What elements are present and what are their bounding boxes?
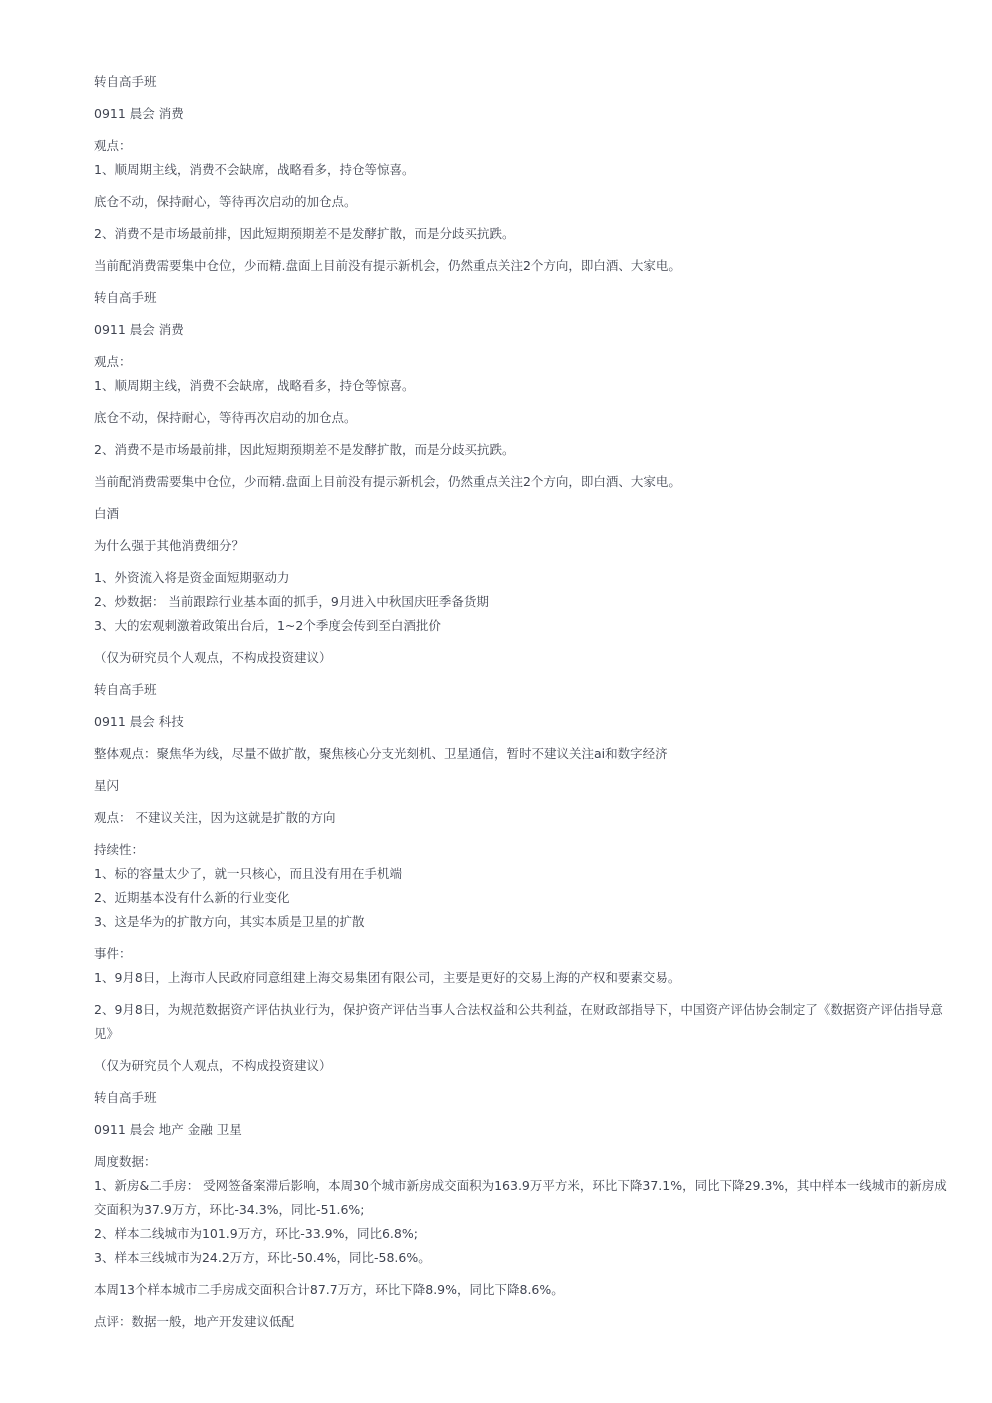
paragraph: 持续性： bbox=[94, 842, 145, 857]
paragraph: 3、样本三线城市为24.2万方，环比-50.4%，同比-58.6%。 bbox=[94, 1250, 431, 1265]
paragraph: （仅为研究员个人观点，不构成投资建议） bbox=[94, 650, 332, 665]
paragraph: 2、消费不是市场最前排，因此短期预期差不是发酵扩散，而是分歧买抗跌。 bbox=[94, 442, 515, 457]
paragraph: 2、近期基本没有什么新的行业变化 bbox=[94, 890, 290, 905]
paragraph: 3、大的宏观刺激着政策出台后，1~2个季度会传到至白酒批价 bbox=[94, 618, 441, 633]
paragraph: 0911 晨会 科技 bbox=[94, 714, 184, 729]
paragraph: 2、消费不是市场最前排，因此短期预期差不是发酵扩散，而是分歧买抗跌。 bbox=[94, 226, 515, 241]
paragraph: 当前配消费需要集中仓位，少而精.盘面上目前没有提示新机会，仍然重点关注2个方向，即白酒、大家电。 bbox=[94, 474, 681, 489]
paragraph: 点评：数据一般，地产开发建议低配 bbox=[94, 1314, 295, 1329]
paragraph: 1、顺周期主线，消费不会缺席，战略看多，持仓等惊喜。 bbox=[94, 162, 415, 177]
paragraph: 转自高手班 bbox=[94, 290, 157, 305]
paragraph: 底仓不动，保持耐心，等待再次启动的加仓点。 bbox=[94, 410, 357, 425]
paragraph: 1、外资流入将是资金面短期驱动力 bbox=[94, 570, 290, 585]
paragraph: 周度数据： bbox=[94, 1154, 157, 1169]
paragraph: 2、9月8日，为规范数据资产评估执业行为，保护资产评估当事人合法权益和公共利益，在财政部指导下，中国资产评估协会制定了《数据资产评估指导意见》 bbox=[94, 1002, 943, 1041]
paragraph: 观点： bbox=[94, 354, 132, 369]
paragraph: （仅为研究员个人观点，不构成投资建议） bbox=[94, 1058, 332, 1073]
paragraph: 0911 晨会 消费 bbox=[94, 106, 184, 121]
paragraph: 1、新房&二手房： 受网签备案滞后影响，本周30个城市新房成交面积为163.9万平方米，环比下降37.1%，同比下降29.3%，其中样本一线城市的新房成交面积为37.9万方，环比-34.3%，同比-51.6%; bbox=[94, 1178, 947, 1217]
paragraph: 本周13个样本城市二手房成交面积合计87.7万方，环比下降8.9%，同比下降8.6%。 bbox=[94, 1282, 564, 1297]
paragraph: 3、这是华为的扩散方向，其实本质是卫星的扩散 bbox=[94, 914, 365, 929]
paragraph: 星闪 bbox=[94, 778, 120, 793]
paragraph: 转自高手班 bbox=[94, 1090, 157, 1105]
paragraph: 当前配消费需要集中仓位，少而精.盘面上目前没有提示新机会，仍然重点关注2个方向，即白酒、大家电。 bbox=[94, 258, 681, 273]
paragraph: 1、顺周期主线，消费不会缺席，战略看多，持仓等惊喜。 bbox=[94, 378, 415, 393]
paragraph: 整体观点：聚焦华为线，尽量不做扩散，聚焦核心分支光刻机、卫星通信，暂时不建议关注ai和数字经济 bbox=[94, 746, 668, 761]
paragraph: 转自高手班 bbox=[94, 682, 157, 697]
document-body bbox=[94, 70, 954, 1342]
paragraph: 1、标的容量太少了，就一只核心，而且没有用在手机端 bbox=[94, 866, 402, 881]
paragraph: 1、9月8日，上海市人民政府同意组建上海交易集团有限公司，主要是更好的交易上海的产权和要素交易。 bbox=[94, 970, 681, 985]
paragraph: 事件： bbox=[94, 946, 132, 961]
paragraph: 底仓不动，保持耐心，等待再次启动的加仓点。 bbox=[94, 194, 357, 209]
paragraph: 0911 晨会 消费 bbox=[94, 322, 184, 337]
paragraph: 0911 晨会 地产 金融 卫星 bbox=[94, 1122, 242, 1137]
paragraph: 转自高手班 bbox=[94, 74, 157, 89]
paragraph: 白酒 bbox=[94, 506, 120, 521]
paragraph: 2、炒数据： 当前跟踪行业基本面的抓手，9月进入中秋国庆旺季备货期 bbox=[94, 594, 489, 609]
paragraph: 观点： bbox=[94, 138, 132, 153]
paragraph: 2、样本二线城市为101.9万方，环比-33.9%，同比6.8%; bbox=[94, 1226, 418, 1241]
paragraph: 为什么强于其他消费细分？ bbox=[94, 538, 245, 553]
paragraph: 观点： 不建议关注，因为这就是扩散的方向 bbox=[94, 810, 336, 825]
